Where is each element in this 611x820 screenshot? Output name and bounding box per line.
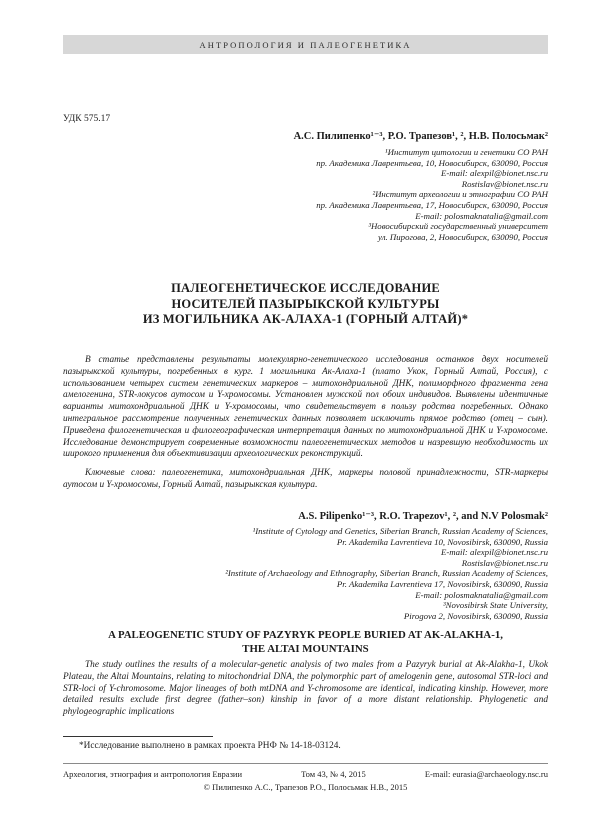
- article-title-ru-line: НОСИТЕЛЕЙ ПАЗЫРЫКСКОЙ КУЛЬТУРЫ: [171, 296, 440, 311]
- affiliation-en-line: ²Institute of Archaeology and Ethnography, Siberian Branch, Russian Academy of Sciences,: [225, 568, 548, 579]
- affiliation-en-line: Pirogova 2, Novosibirsk, 630090, Russia: [403, 610, 548, 621]
- footer-row: [63, 769, 548, 779]
- abstract-en: The study outlines the results of a molecular-genetic analysis of two males from a Pazyryk burial at Ak-Alakha-1, Ukok Plateau, the Altai Mountains, relating to mitochondrial DNA, the polymorphic part of amelogenin gene, autosomal STR-loci and STR-loci of Y-chromosome. Major lineages of both mtDNA and Y-chromosome are identical, indicating kinship. However, more detailed results exclude first degree (father–son) kinship in favor of a more distant relationship. Phylogenetic and phylogeographic implications: [63, 660, 548, 718]
- article-title-ru-line: ИЗ МОГИЛЬНИКА АК-АЛАХА-1 (ГОРНЫЙ АЛТАЙ)*: [142, 312, 469, 327]
- footer-email: E-mail: eurasia@archaeology.nsc.ru: [424, 769, 548, 779]
- article-title-ru-line: ПАЛЕОГЕНЕТИЧЕСКОЕ ИССЛЕДОВАНИЕ: [171, 281, 440, 295]
- affiliation-ru-line: ¹Институт цитологии и генетики СО РАН: [385, 147, 548, 157]
- affiliation-en-line: Pr. Akademika Lavrentieva 10, Novosibirsk, 630090, Russia: [336, 536, 548, 547]
- affiliation-ru-line: ³Новосибирский государственный университет: [368, 221, 548, 232]
- footer-copyright: © Пилипенко А.С., Трапезов Р.О., Полосьмак Н.В., 2015: [203, 782, 408, 792]
- footnote-separator: [63, 736, 213, 737]
- udk-code: УДК 575.17: [63, 114, 111, 124]
- affiliation-ru-line: пр. Академика Лаврентьева, 17, Новосибирск, 630090, Россия: [316, 199, 548, 210]
- abstract-block-ru: [63, 355, 548, 492]
- affiliation-ru-email: E-mail: polosmaknatalia@gmail.com: [415, 210, 548, 221]
- affiliation-en-email: Rostislav@bionet.nsc.ru: [461, 557, 548, 568]
- article-title-en-line: A PALEOGENETIC STUDY OF PAZYRYK PEOPLE BURIED AT AK-ALAKHA-1,: [108, 629, 503, 641]
- affiliation-en-email: E-mail: alexpil@bionet.nsc.ru: [440, 547, 548, 558]
- authors-en: A.S. Pilipenko¹⁻³, R.O. Trapezov¹, ², and N.V Polosmak²: [298, 511, 548, 522]
- abstract-block-en: [63, 660, 548, 719]
- affiliations-en: [63, 526, 548, 621]
- funding-footnote: *Исследование выполнено в рамках проекта РНФ № 14-18-03124.: [79, 741, 341, 751]
- affiliation-ru-line: пр. Академика Лаврентьева, 10, Новосибирск, 630090, Россия: [316, 157, 548, 168]
- article-title-ru: [63, 281, 548, 328]
- running-head-bar: [63, 35, 548, 54]
- abstract-ru: В статье представлены результаты молекулярно-генетического исследования останков двух носителей пазырыкской культуры, погребенных в кург. 1 могильника Ак-Алаха-1 (плато Укок, Горный Алтай, Россия), с использованием четырех систем генетических маркеров – митохондриальной ДНК, полиморфного фрагмента гена амелогенина, STR-локусов аутосом и Y-хромосомы. Установлен мужской пол обоих индивидов. Выявлены идентичные варианты митохондриальной ДНК и Y-хромосомы, что свидетельствует в пользу родства погребенных. Однако интегральное рассмотрение полученных генетических данных позволяет исключить прямое родство (отец – сын). Приведена филогенетическая и филогеографическая интерпретация данных по митохондриальной ДНК и Y-хромосоме. Исследование демонстрирует современные возможности палеогенетических методов и назревшую необходимость их широкого применения для объективизации археологических реконструкций.: [63, 355, 548, 460]
- affiliations-ru: [63, 147, 548, 242]
- affiliation-ru-line: ²Институт археологии и этнографии СО РАН: [372, 189, 548, 200]
- article-title-en-line: THE ALTAI MOUNTAINS: [242, 642, 369, 655]
- keywords-ru: Ключевые слова: палеогенетика, митохондриальная ДНК, маркеры половой принадлежности, STR-маркеры аутосом и Y-хромосомы, Горный Алтай, пазырыкская культура.: [63, 468, 548, 490]
- running-head-text: АНТРОПОЛОГИЯ И ПАЛЕОГЕНЕТИКА: [199, 39, 412, 50]
- article-title-en: [63, 629, 548, 656]
- affiliation-en-line: Pr. Akademika Lavrentieva 17, Novosibirsk, 630090, Russia: [336, 578, 548, 589]
- affiliation-ru-email: Rostislav@bionet.nsc.ru: [461, 178, 548, 189]
- affiliation-en-email: E-mail: polosmaknatalia@gmail.com: [415, 589, 548, 600]
- affiliation-ru-line: ул. Пирогова, 2, Новосибирск, 630090, Россия: [378, 231, 548, 242]
- affiliation-ru-email: E-mail: alexpil@bionet.nsc.ru: [440, 168, 548, 179]
- page-footer: [63, 763, 548, 792]
- footer-issue-info: Том 43, № 4, 2015: [301, 769, 366, 779]
- footer-journal-name: Археология, этнография и антропология Евразии: [63, 769, 243, 779]
- affiliation-en-line: ³Novosibirsk State University,: [442, 600, 548, 611]
- authors-ru: А.С. Пилипенко¹⁻³, Р.О. Трапезов¹, ², Н.В. Полосьмак²: [293, 131, 548, 142]
- affiliation-en-line: ¹Institute of Cytology and Genetics, Siberian Branch, Russian Academy of Sciences,: [252, 526, 548, 536]
